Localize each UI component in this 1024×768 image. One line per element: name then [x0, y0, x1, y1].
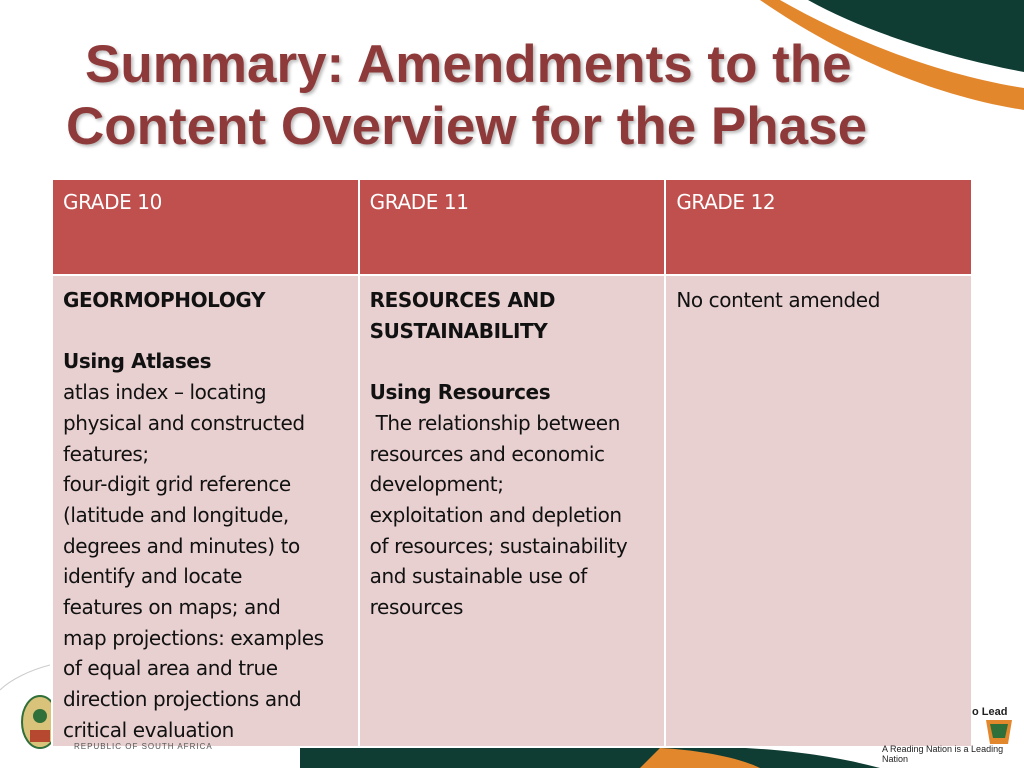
header-grade-12: GRADE 12: [665, 179, 972, 275]
grade-11-line: resources and economic: [369, 441, 605, 466]
grade-10-line: (latitude and longitude,: [63, 502, 289, 527]
grade-10-line: atlas index – locating: [63, 380, 267, 405]
department-logo-icon: [986, 720, 1012, 744]
grade-10-line: critical evaluation: [63, 717, 234, 742]
grade-10-subtopic: Using Atlases: [63, 349, 212, 374]
grade-10-line: direction projections and: [63, 687, 302, 712]
grade-11-topic-line-2: SUSTAINABILITY: [369, 318, 548, 343]
grade-11-line: development;: [369, 472, 504, 497]
grade-10-line: four-digit grid reference: [63, 472, 291, 497]
table-header-row: [52, 179, 972, 275]
bottom-left-curve: [0, 665, 50, 690]
slide-title: [66, 34, 966, 158]
amendments-table: [51, 178, 973, 748]
footer-tagline: A Reading Nation is a Leading Nation: [882, 744, 1004, 764]
grade-10-line: degrees and minutes) to: [63, 533, 300, 558]
grade-10-line: identify and locate: [63, 564, 243, 589]
grade-10-topic: GEORMOPHOLOGY: [63, 288, 266, 312]
grade-11-topic-line-1: RESOURCES AND: [369, 288, 556, 312]
grade-11-cell: [359, 275, 666, 747]
grade-11-line: of resources; sustainability: [369, 533, 628, 558]
footer-republic-text: REPUBLIC OF SOUTH AFRICA: [74, 742, 213, 751]
grade-10-line: physical and constructed: [63, 410, 305, 435]
header-grade-11: GRADE 11: [359, 179, 666, 275]
grade-11-line: The relationship between: [369, 410, 620, 435]
grade-11-line: resources: [369, 595, 463, 620]
grade-12-text: No content amended: [676, 288, 881, 312]
grade-10-line: features;: [63, 441, 149, 466]
title-line-1: Summary: Amendments to the: [85, 35, 852, 94]
footer-lead-text: o Lead: [972, 706, 1008, 718]
grade-12-cell: [665, 275, 972, 747]
table-row: [52, 275, 972, 747]
header-grade-10: GRADE 10: [52, 179, 359, 275]
grade-11-line: and sustainable use of: [369, 564, 587, 589]
grade-10-line: of equal area and true: [63, 656, 278, 681]
grade-11-line: exploitation and depletion: [369, 502, 622, 527]
grade-10-line: features on maps; and: [63, 595, 281, 620]
title-line-2: Content Overview for the Phase: [66, 97, 868, 156]
grade-10-cell: [52, 275, 359, 747]
bottom-dark-band: [300, 747, 880, 768]
grade-10-line: map projections: examples: [63, 625, 324, 650]
grade-11-subtopic: Using Resources: [369, 380, 551, 405]
